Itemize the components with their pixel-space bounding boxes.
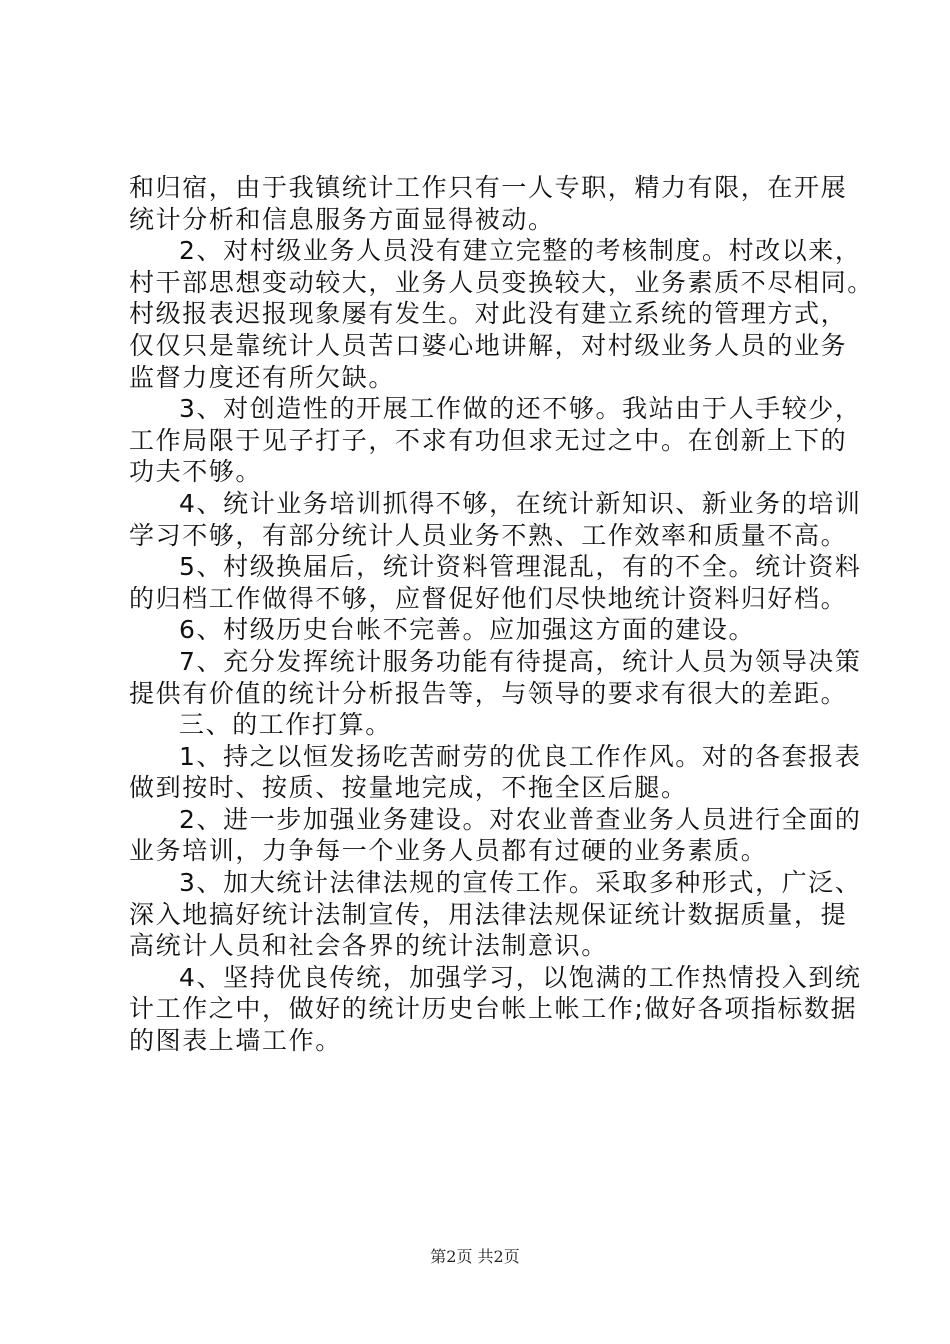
text-line: 提供有价值的统计分析报告等，与领导的要求有很大的差距。 [129, 678, 848, 708]
text-line: 的归档工作做得不够，应督促好他们尽快地统计资料归好档。 [129, 583, 848, 613]
text-line: 7、充分发挥统计服务功能有待提高，统计人员为领导决策 [179, 646, 862, 676]
body-text [129, 172, 874, 1057]
text-line: 业务培训，力争每一个业务人员都有过硬的业务素质。 [129, 836, 768, 866]
text-line: 工作局限于见子打子，不求有功但求无过之中。在创新上下的 [129, 425, 848, 455]
text-line: 学习不够，有部分统计人员业务不熟、工作效率和质量不高。 [129, 520, 848, 550]
text-line: 的图表上墙工作。 [129, 1026, 342, 1056]
text-line: 1、持之以恒发扬吃苦耐劳的优良工作作风。对的各套报表 [179, 741, 862, 771]
text-line: 3、对创造性的开展工作做的还不够。我站由于人手较少， [179, 394, 862, 424]
text-line: 4、统计业务培训抓得不够，在统计新知识、新业务的培训 [179, 488, 862, 518]
text-line: 高统计人员和社会各界的统计法制意识。 [129, 931, 608, 961]
text-line: 3、加大统计法律法规的宣传工作。采取多种形式，广泛、 [179, 868, 862, 898]
text-line: 4、坚持优良传统，加强学习，以饱满的工作热情投入到统 [179, 962, 862, 992]
text-line: 5、村级换届后，统计资料管理混乱，有的不全。统计资料 [179, 552, 862, 582]
text-line: 统计分析和信息服务方面显得被动。 [129, 204, 555, 234]
text-line: 2、进一步加强业务建设。对农业普查业务人员进行全面的 [179, 804, 862, 834]
text-line: 2、对村级业务人员没有建立完整的考核制度。村改以来， [179, 236, 862, 266]
text-line: 村干部思想变动较大，业务人员变换较大，业务素质不尽相同。 [129, 267, 874, 297]
text-line: 做到按时、按质、按量地完成，不拖全区后腿。 [129, 773, 688, 803]
text-line: 功夫不够。 [129, 457, 263, 487]
text-line: 监督力度还有所欠缺。 [129, 362, 396, 392]
text-line: 三、的工作打算。 [179, 710, 392, 740]
text-line: 计工作之中，做好的统计历史台帐上帐工作;做好各项指标数据 [129, 994, 858, 1024]
page-footer: 第2页 共2页 [430, 1247, 520, 1266]
text-line: 仅仅只是靠统计人员苦口婆心地讲解，对村级业务人员的业务 [129, 330, 848, 360]
text-line: 村级报表迟报现象屡有发生。对此没有建立系统的管理方式， [129, 299, 848, 329]
text-line: 和归宿，由于我镇统计工作只有一人专职，精力有限，在开展 [129, 173, 848, 202]
text-line: 6、村级历史台帐不完善。应加强这方面的建设。 [179, 615, 756, 645]
text-line: 深入地搞好统计法制宣传，用法律法规保证统计数据质量，提 [129, 899, 848, 929]
